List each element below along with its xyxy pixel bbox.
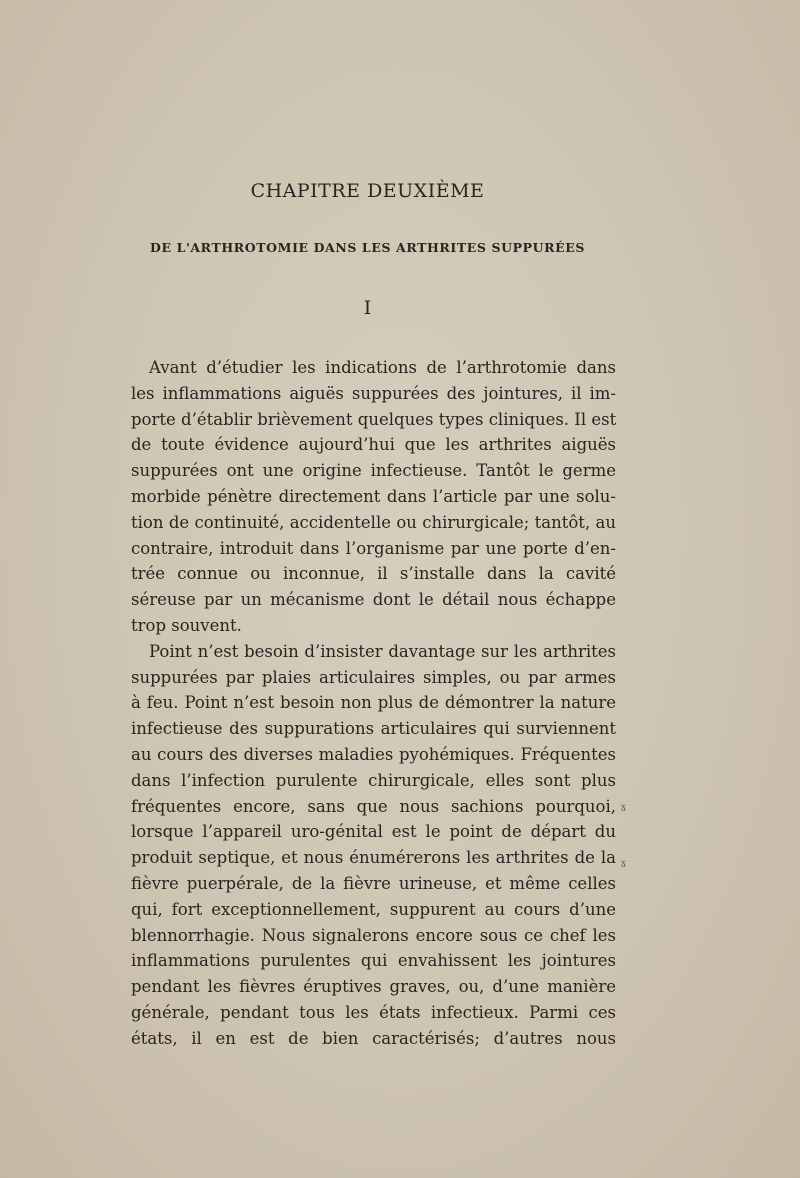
- text-line: morbide pénètre directement dans l’article par une solu-: [131, 486, 616, 506]
- text-line: lorsque l’appareil uro-génital est le point de départ du: [131, 822, 616, 842]
- text-line: dans l’infection purulente chirurgicale, elles sont plus: [131, 770, 616, 790]
- text-line: trop souvent.: [131, 615, 242, 635]
- text-line: inflammations purulentes qui envahissent les jointures: [131, 951, 616, 971]
- text-line: séreuse par un mécanisme dont le détail nous échappe: [131, 590, 616, 610]
- section-numeral: I: [363, 297, 372, 319]
- text-line: trée connue ou inconnue, il s’installe dans la cavité: [131, 564, 616, 584]
- text-line: états, il en est de bien caractérisés; d’autres nous: [131, 1028, 616, 1048]
- text-line: au cours des diverses maladies pyohémiques. Fréquentes: [131, 744, 616, 764]
- text-line: de toute évidence aujourd’hui que les arthrites aiguës: [131, 435, 616, 455]
- text-line: suppurées ont une origine infectieuse. Tantôt le germe: [131, 461, 616, 481]
- text-line: suppurées par plaies articulaires simples, ou par armes: [131, 667, 616, 687]
- text-line: qui, fort exceptionnellement, suppurent au cours d’une: [131, 899, 616, 919]
- body-text: [131, 355, 616, 1052]
- text-line: à feu. Point n’est besoin non plus de démontrer la nature: [131, 693, 616, 713]
- margin-annotation-mark: ɤ: [620, 856, 627, 870]
- text-line: pendant les fièvres éruptives graves, ou, d’une manière: [131, 977, 616, 997]
- text-line: les inflammations aiguës suppurées des jointures, il im-: [131, 383, 616, 403]
- text-line: Point n’est besoin d’insister davantage sur les arthrites: [149, 641, 616, 661]
- chapter-title: CHAPITRE DEUXIÈME: [250, 180, 485, 202]
- text-line: Avant d’étudier les indications de l’arthrotomie dans: [149, 358, 616, 377]
- text-line: produit septique, et nous énumérerons les arthrites de la: [131, 848, 616, 868]
- margin-annotation-mark: ɤ: [620, 800, 627, 814]
- text-line: porte d’établir brièvement quelques types cliniques. Il est: [131, 409, 617, 429]
- text-line: infectieuse des suppurations articulaires qui surviennent: [131, 719, 616, 739]
- text-line: générale, pendant tous les états infectieux. Parmi ces: [131, 1002, 616, 1022]
- chapter-subtitle: DE L'ARTHROTOMIE DANS LES ARTHRITES SUPPURÉES: [150, 240, 585, 255]
- text-line: fièvre puerpérale, de la fièvre urineuse, et même celles: [131, 873, 616, 893]
- text-line: blennorrhagie. Nous signalerons encore sous ce chef les: [131, 925, 616, 945]
- text-line: tion de continuité, accidentelle ou chirurgicale; tantôt, au: [131, 512, 616, 532]
- text-line: contraire, introduit dans l’organisme par une porte d’en-: [131, 538, 616, 558]
- text-line: fréquentes encore, sans que nous sachions pourquoi,: [131, 796, 616, 816]
